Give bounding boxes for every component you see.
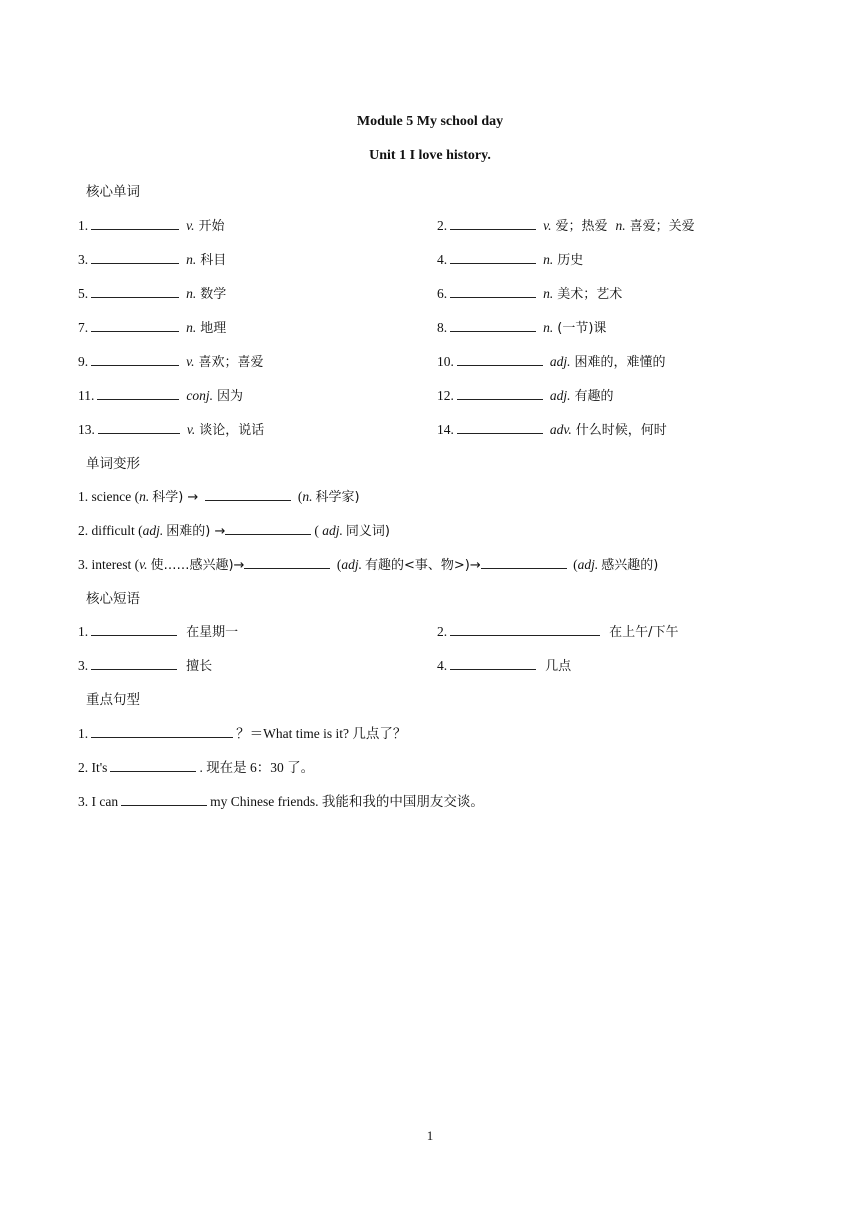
sentence-text: ？＝What time is it? 几点了？ — [236, 726, 407, 741]
answer-blank — [91, 262, 179, 264]
part-of-speech: adj. — [549, 354, 571, 369]
part-of-speech: adj. — [549, 388, 571, 403]
item-number: 10. — [437, 354, 454, 369]
item-number: 13. — [78, 422, 95, 437]
phrase-item-3 — [78, 655, 212, 674]
part-of-speech: n. — [543, 286, 554, 301]
part-of-speech: n. — [615, 218, 626, 233]
item-number: 12. — [437, 388, 454, 403]
answer-blank — [110, 770, 196, 772]
item-number: 3. — [78, 658, 89, 673]
phrase-item-2 — [437, 621, 679, 640]
item-number: 8. — [437, 320, 448, 335]
form-item-3 — [78, 554, 658, 573]
answer-blank — [91, 330, 179, 332]
section-core-words: 核心单词 — [86, 184, 140, 200]
answer-blank — [225, 533, 311, 535]
answer-blank — [450, 296, 536, 298]
meaning: 科目 — [200, 253, 227, 268]
item-number: 2. — [437, 218, 448, 233]
page-number: 1 — [426, 1128, 434, 1143]
unit-title: Unit 1 I love history. — [369, 148, 491, 163]
answer-blank — [457, 398, 543, 400]
part-of-speech: n. — [139, 489, 150, 504]
meaning: 喜爱；关爱 — [629, 219, 695, 234]
meaning: 在上午/下午 — [609, 625, 679, 640]
form-item-1 — [78, 486, 360, 505]
part-of-speech: n. — [543, 252, 554, 267]
meaning: 在星期一 — [186, 625, 239, 640]
vocab-item-2 — [437, 215, 695, 234]
meaning: 什么时候，何时 — [575, 423, 667, 438]
part-of-speech: v. — [186, 354, 195, 369]
answer-blank — [450, 228, 536, 230]
sentence-text: 3. I can — [78, 794, 119, 809]
part-of-speech: v. — [139, 557, 148, 572]
meaning: 困难的) → — [166, 524, 226, 539]
vocab-item-5 — [78, 283, 226, 302]
vocab-item-7 — [78, 317, 226, 336]
answer-blank — [450, 330, 536, 332]
answer-blank — [244, 567, 330, 569]
answer-blank — [97, 398, 179, 400]
part-of-speech: v. — [186, 422, 196, 437]
section-key-sentences: 重点句型 — [86, 692, 140, 708]
meaning: 因为 — [217, 389, 244, 404]
part-of-speech: adv. — [549, 422, 572, 437]
item-number: 3. — [78, 252, 89, 267]
item-number: 5. — [78, 286, 89, 301]
sentence-item-2 — [78, 756, 314, 776]
part-of-speech: adj. — [142, 523, 164, 538]
meaning: 感兴趣的) — [601, 558, 659, 573]
part-of-speech: n. — [186, 286, 197, 301]
meaning: 使……感兴趣)→ — [150, 558, 245, 573]
vocab-item-14 — [437, 419, 667, 438]
answer-blank — [91, 228, 179, 230]
item-number: 1. — [78, 624, 89, 639]
item-number: 1. — [78, 218, 89, 233]
item-number: 7. — [78, 320, 89, 335]
meaning: 美术；艺术 — [557, 287, 623, 302]
vocab-item-13 — [78, 419, 264, 438]
vocab-item-1 — [78, 215, 225, 234]
item-number: 6. — [437, 286, 448, 301]
part-of-speech: n. — [186, 320, 197, 335]
item-number: 2. — [437, 624, 448, 639]
meaning: 几点 — [545, 659, 572, 674]
sentence-item-3 — [78, 790, 484, 810]
meaning: 历史 — [557, 253, 584, 268]
sentence-text: . 现在是 6：30 了。 — [199, 760, 315, 775]
item-number: 1. — [78, 726, 89, 741]
part-of-speech: n. — [543, 320, 554, 335]
sentence-text: my Chinese friends. 我能和我的中国朋友交谈。 — [210, 794, 484, 809]
module-title: Module 5 My school day — [356, 114, 504, 129]
form-text: ( — [314, 523, 323, 538]
meaning: 地理 — [200, 321, 227, 336]
phrase-item-4 — [437, 655, 571, 674]
form-text: 2. difficult ( — [78, 523, 143, 538]
answer-blank — [121, 804, 207, 806]
answer-blank — [91, 668, 177, 670]
part-of-speech: v. — [186, 218, 195, 233]
answer-blank — [91, 364, 179, 366]
answer-blank — [481, 567, 567, 569]
item-number: 9. — [78, 354, 89, 369]
answer-blank — [457, 432, 543, 434]
answer-blank — [91, 736, 233, 738]
answer-blank — [91, 634, 177, 636]
item-number: 14. — [437, 422, 454, 437]
vocab-item-9 — [78, 351, 264, 370]
meaning: 同义词) — [345, 524, 390, 539]
answer-blank — [450, 668, 536, 670]
vocab-item-6 — [437, 283, 622, 302]
answer-blank — [457, 364, 543, 366]
form-text: ( — [333, 557, 342, 572]
vocab-item-8 — [437, 317, 606, 336]
vocab-item-4 — [437, 249, 583, 268]
part-of-speech: n. — [186, 252, 197, 267]
form-item-2 — [78, 520, 390, 539]
answer-blank — [205, 499, 291, 501]
meaning: 科学) → — [152, 490, 203, 505]
answer-blank — [450, 262, 536, 264]
meaning: 擅长 — [186, 659, 213, 674]
part-of-speech: conj. — [186, 388, 213, 403]
answer-blank — [450, 634, 600, 636]
answer-blank — [98, 432, 180, 434]
meaning: 有趣的<事、物>)→ — [364, 558, 481, 573]
meaning: 数学 — [200, 287, 227, 302]
item-number: 11. — [78, 388, 95, 403]
item-number: 4. — [437, 252, 448, 267]
form-text: ( — [294, 489, 303, 504]
part-of-speech: adj. — [322, 523, 343, 538]
meaning: 谈论，说话 — [199, 423, 265, 438]
form-text: ( — [569, 557, 578, 572]
meaning: 喜欢；喜爱 — [198, 355, 264, 370]
section-word-forms: 单词变形 — [86, 456, 140, 472]
sentence-text: 2. It's — [78, 760, 108, 775]
vocab-item-11 — [78, 385, 243, 404]
meaning: 困难的，难懂的 — [574, 355, 666, 370]
meaning: 有趣的 — [574, 389, 614, 404]
part-of-speech: v. — [543, 218, 552, 233]
form-text: 3. interest ( — [78, 557, 140, 572]
part-of-speech: adj. — [341, 557, 362, 572]
form-text: 1. science ( — [78, 489, 140, 504]
meaning: 科学家) — [315, 490, 360, 505]
meaning: 开始 — [198, 219, 225, 234]
meaning: (一节)课 — [557, 321, 607, 336]
answer-blank — [91, 296, 179, 298]
vocab-item-3 — [78, 249, 226, 268]
meaning: 爱；热爱 — [555, 219, 608, 234]
item-number: 4. — [437, 658, 448, 673]
phrase-item-1 — [78, 621, 238, 640]
section-core-phrases: 核心短语 — [86, 591, 140, 607]
sentence-item-1 — [78, 722, 406, 742]
vocab-item-12 — [437, 385, 614, 404]
vocab-item-10 — [437, 351, 666, 370]
part-of-speech: n. — [302, 489, 313, 504]
part-of-speech: adj. — [577, 557, 599, 572]
